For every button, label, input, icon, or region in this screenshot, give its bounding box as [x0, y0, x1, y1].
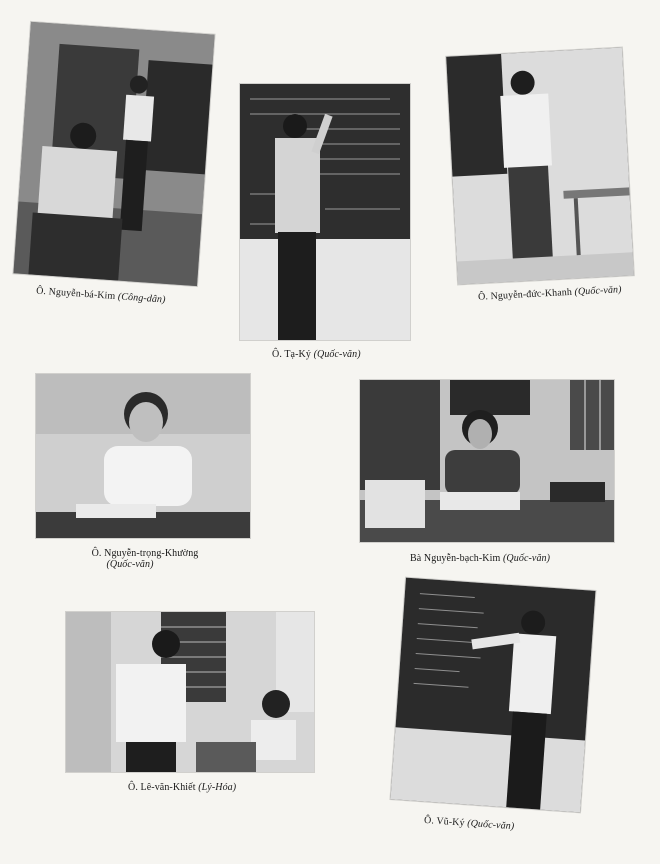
caption-name: Ô. Nguyễn-đức-Khanh [477, 286, 573, 303]
caption-name: Ô. Nguyễn-bá-Kim [35, 285, 116, 303]
caption-subject: (Công-dân) [117, 291, 166, 306]
caption-name: Ô. Vũ-Ký [423, 814, 466, 829]
caption-name: Ô. Tạ-Ký [272, 349, 311, 360]
photo-nguyen-bach-kim [360, 380, 614, 542]
caption-nguyen-ba-kim [36, 285, 166, 305]
caption-subject: (Quốc-văn) [503, 553, 551, 564]
photo-nguyen-ba-kim [13, 22, 214, 286]
caption-subject: (Lý-Hóa) [198, 782, 237, 793]
photo-le-van-khiet [66, 612, 314, 772]
caption-nguyen-trong-khuong [60, 548, 230, 570]
caption-ta-ky [272, 349, 361, 360]
caption-subject: (Quốc-văn) [106, 559, 154, 570]
photo-nguyen-duc-khanh [446, 48, 634, 285]
photo-vu-ky [390, 578, 595, 813]
caption-name: Bà Nguyễn-bạch-Kim [410, 553, 501, 564]
caption-le-van-khiet [128, 782, 236, 793]
caption-nguyen-bach-kim [410, 553, 550, 564]
caption-subject: (Quốc-văn) [574, 284, 622, 298]
caption-vu-ky [424, 815, 515, 832]
photo-nguyen-trong-khuong [36, 374, 250, 538]
caption-subject: (Quốc-văn) [313, 349, 361, 360]
photo-ta-ky [240, 84, 410, 340]
caption-name: Ô. Nguyễn-trọng-Khường [91, 548, 199, 559]
caption-subject: (Quốc-văn) [466, 817, 515, 833]
caption-nguyen-duc-khanh [478, 284, 622, 303]
caption-name: Ô. Lê-văn-Khiết [128, 782, 196, 793]
